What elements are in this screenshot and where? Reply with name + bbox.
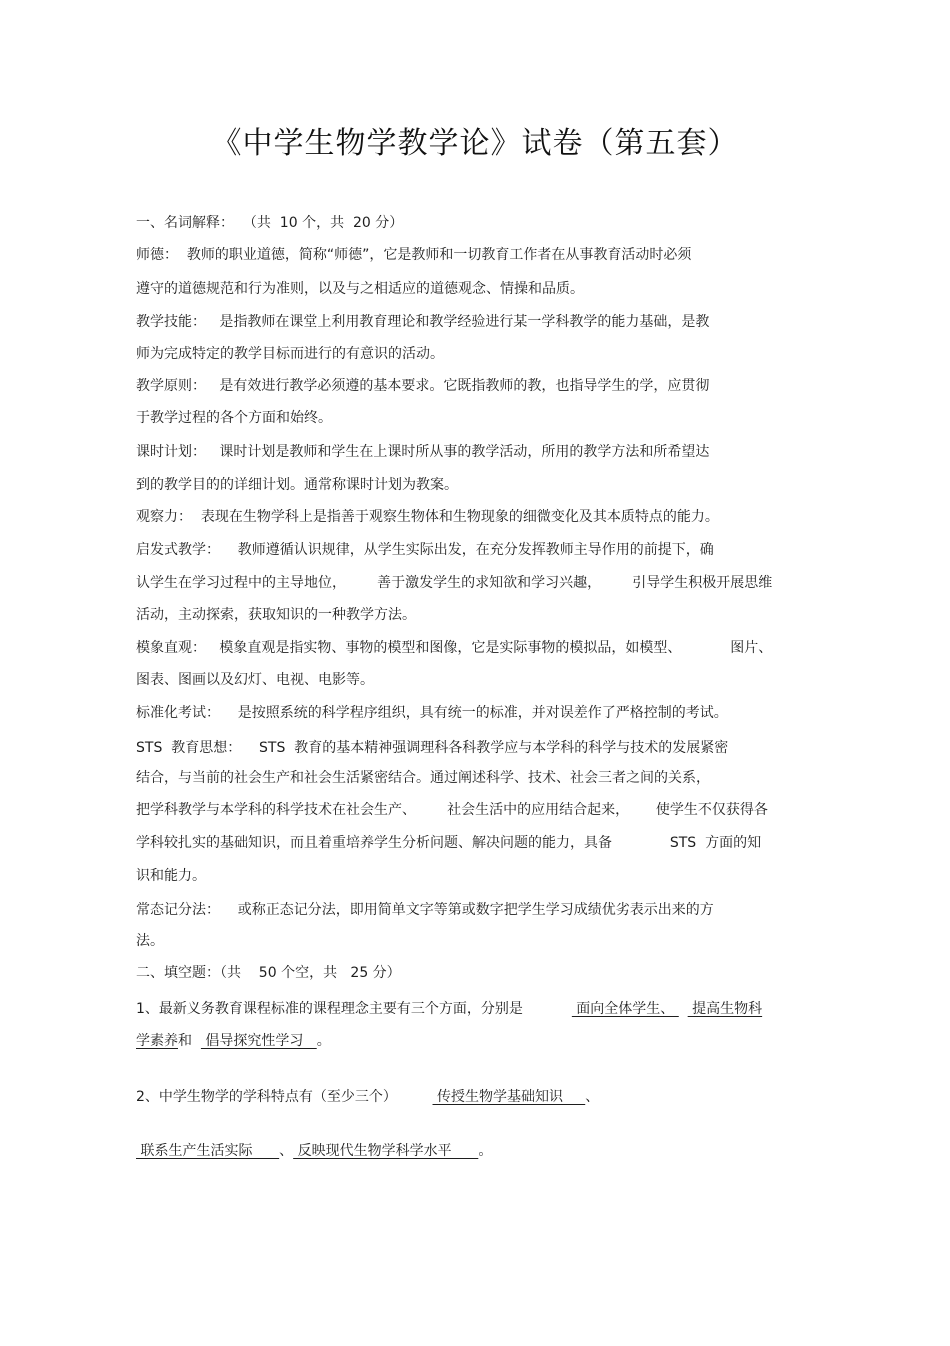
- punctuation: 。: [478, 1143, 493, 1159]
- text-line: 观察力： 表现在生物学科上是指善于观察生物体和生物现象的细微变化及其本质特点的能力。: [136, 509, 719, 525]
- question-text: 1、最新义务教育课程标准的课程理念主要有三个方面，分别是: [136, 1001, 572, 1017]
- separator: 、: [585, 1089, 600, 1105]
- question-1-cont: [136, 1032, 331, 1050]
- separator: [679, 1001, 688, 1017]
- question-text: 和: [178, 1033, 201, 1049]
- question-2: [136, 1088, 599, 1106]
- text-line: 师德： 教师的职业道德，简称“师德”，它是教师和一切教育工作者在从事教育活动时必须: [136, 247, 692, 263]
- text-line: 学科较扎实的基础知识，而且着重培养学生分析问题、解决问题的能力，具备 STS 方面的知: [136, 835, 762, 851]
- answer-blank: 传授生物学基础知识: [432, 1089, 586, 1105]
- question-1: [136, 1000, 762, 1018]
- section-heading: 二、填空题：（共 50 个空，共 25 分）: [136, 965, 401, 981]
- text-line: 结合，与当前的社会生产和社会生活紧密结合。通过阐述科学、技术、社会三者之间的关系，: [136, 770, 710, 786]
- text-line: 活动，主动探索，获取知识的一种教学方法。: [136, 607, 416, 623]
- text-line: 师为完成特定的教学目标而进行的有意识的活动。: [136, 346, 444, 362]
- text-line: 遵守的道德规范和行为准则，以及与之相适应的道德观念、情操和品质。: [136, 281, 584, 297]
- text-line: 常态记分法： 或称正态记分法，即用简单文字等第或数字把学生学习成绩优劣表示出来的方: [136, 902, 714, 918]
- question-text: 2、中学生物学的学科特点有（至少三个）: [136, 1089, 433, 1105]
- text-line: 教学原则： 是有效进行教学必须遵的基本要求。它既指教师的教，也指导学生的学，应贯彻: [136, 378, 710, 394]
- question-2-cont: [136, 1142, 492, 1160]
- punctuation: 。: [316, 1033, 331, 1049]
- answer-blank: 联系生产生活实际: [136, 1143, 280, 1159]
- text-line: 图表、图画以及幻灯、电视、电影等。: [136, 672, 374, 688]
- text-line: 标准化考试： 是按照系统的科学程序组织，具有统一的标准，并对误差作了严格控制的考试。: [136, 705, 728, 721]
- text-line: 教学技能： 是指教师在课堂上利用教育理论和教学经验进行某一学科教学的能力基础，是教: [136, 314, 710, 330]
- answer-blank: 倡导探究性学习: [200, 1033, 317, 1049]
- text-line: 模象直观： 模象直观是指实物、事物的模型和图像，它是实际事物的模拟品，如模型、 图片、: [136, 640, 773, 656]
- text-line: 识和能力。: [136, 868, 206, 884]
- answer-blank: 反映现代生物学科学水平: [293, 1143, 479, 1159]
- text-line: 法。: [136, 933, 164, 949]
- section-heading: 一、名词解释： （共 10 个，共 20 分）: [136, 215, 404, 231]
- text-line: 认学生在学习过程中的主导地位， 善于激发学生的求知欲和学习兴趣， 引导学生积极开展思维: [136, 575, 773, 591]
- text-line: 到的教学目的的详细计划。通常称课时计划为教案。: [136, 477, 458, 493]
- answer-blank: 提高生物科: [687, 1001, 763, 1017]
- text-line: 课时计划： 课时计划是教师和学生在上课时所从事的教学活动，所用的教学方法和所希望达: [136, 444, 710, 460]
- text-line: 于教学过程的各个方面和始终。: [136, 410, 332, 426]
- answer-blank: 面向全体学生、: [571, 1001, 679, 1017]
- text-line: 启发式教学： 教师遵循认识规律，从学生实际出发，在充分发挥教师主导作用的前提下，确: [136, 542, 714, 558]
- document-title: 《中学生物学教学论》试卷（第五套）: [211, 126, 739, 161]
- answer-blank: 学素养: [136, 1033, 178, 1049]
- text-line: 把学科教学与本学科的科学技术在社会生产、 社会生活中的应用结合起来， 使学生不仅获得各: [136, 802, 768, 818]
- separator: 、: [279, 1143, 294, 1159]
- text-line: STS 教育思想： STS 教育的基本精神强调理科各科教学应与本学科的科学与技术的发展紧密: [136, 740, 729, 756]
